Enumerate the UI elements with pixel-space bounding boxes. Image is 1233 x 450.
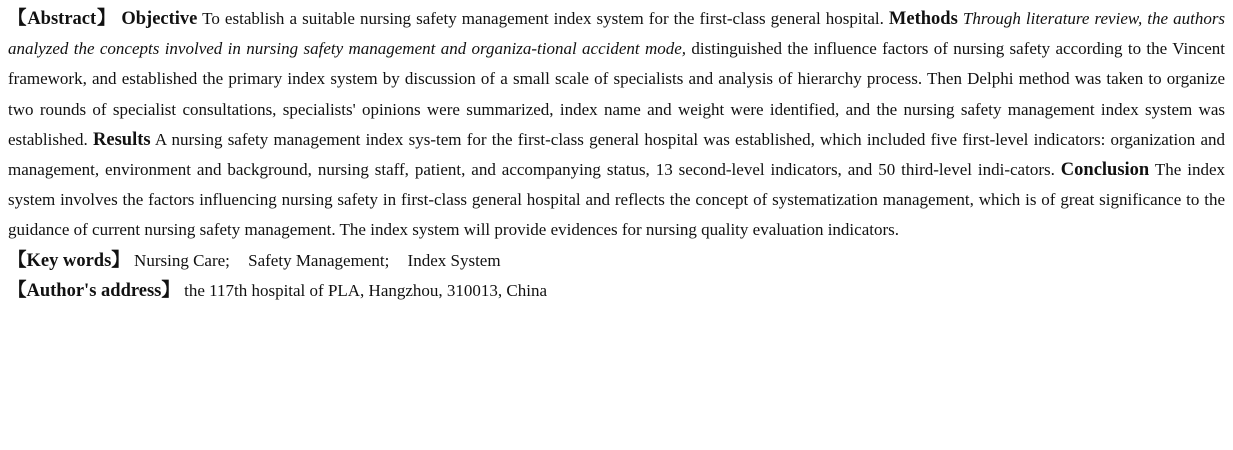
- author-address-line: [8, 276, 1225, 306]
- methods-text-italic: Through literature review, the authors analyzed the concepts involved in nursing safety management and organiza-tional accident mode,: [8, 9, 1226, 59]
- keywords-label: 【Key words】: [8, 250, 130, 271]
- objective-heading: Objective: [121, 9, 198, 29]
- author-address-text: the 117th hospital of PLA, Hangzhou, 310013, China: [184, 280, 548, 300]
- keywords-line: [8, 246, 1225, 276]
- methods-text: distinguished the influence factors of nursing safety according to the Vincent framework, and established the primary index system by discussion of a small scale of specialists and analysis of hierarchy process. Then Delphi method was taken to organize two rounds of specialist consultations, specialists' opinions were summarized, index name and weight were identified, and the nursing safety management index system was established.: [8, 39, 1226, 149]
- results-heading: Results: [93, 129, 151, 150]
- conclusion-text: The index system involves the factors influencing nursing safety in first-class general hospital and reflects the concept of systematization management, which is of great significance to the guidance of current nursing safety management. The index system will provide evidences for nursing quality evaluation indicators.: [8, 160, 1225, 240]
- objective-text: To establish a suitable nursing safety management index system for the first-class general hospital.: [202, 9, 884, 28]
- abstract-paragraph: [8, 4, 1225, 246]
- keyword-item: Safety Management;: [248, 250, 390, 270]
- methods-heading: Methods: [888, 9, 958, 29]
- keyword-item: Nursing Care;: [134, 250, 230, 270]
- results-text: A nursing safety management index sys-tem for the first-class general hospital was established, which included five first-level indicators: organization and management, environment and background, nursing staff, patient, and accompanying status, 13 second-level indicators, and 50 third-level indi-cators.: [8, 129, 1225, 180]
- abstract-label: 【Abstract】: [8, 9, 117, 29]
- author-address-label: 【Author's address】: [8, 280, 180, 301]
- conclusion-heading: Conclusion: [1060, 160, 1150, 181]
- keyword-item: Index System: [407, 250, 501, 270]
